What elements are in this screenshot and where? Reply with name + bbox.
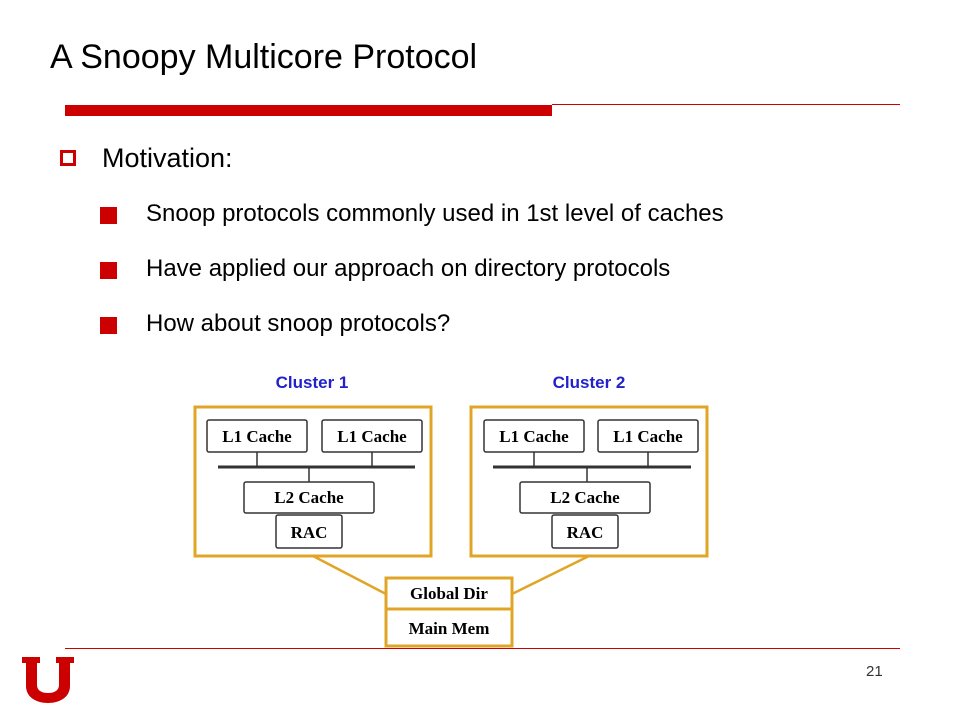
main-mem-label: Main Mem <box>408 619 490 638</box>
bullet-level2-text: Have applied our approach on directory protocols <box>146 255 671 282</box>
cluster2-link <box>512 556 589 594</box>
l1-cache-label: L1 Cache <box>499 427 569 446</box>
l1-cache-label: L1 Cache <box>337 427 407 446</box>
l1-cache-label: L1 Cache <box>222 427 292 446</box>
cluster1-link <box>313 556 386 594</box>
l1-cache-label: L1 Cache <box>613 427 683 446</box>
page-number: 21 <box>866 663 883 680</box>
bullet-level2-text: How about snoop protocols? <box>146 310 451 337</box>
slide-title: A Snoopy Multicore Protocol <box>50 38 478 76</box>
footer-line <box>65 648 900 649</box>
l2-cache-label: L2 Cache <box>274 488 344 507</box>
bullet-level2-text: Snoop protocols commonly used in 1st level of caches <box>146 200 724 227</box>
cluster1-label: Cluster 1 <box>275 373 349 392</box>
rac-label: RAC <box>566 523 604 542</box>
global-dir-label: Global Dir <box>410 584 488 603</box>
rac-label: RAC <box>290 523 328 542</box>
university-u-logo-icon <box>22 657 74 703</box>
cluster2-label: Cluster 2 <box>552 373 626 392</box>
bullet-level1-text: Motivation: <box>102 143 233 173</box>
l2-cache-label: L2 Cache <box>550 488 620 507</box>
